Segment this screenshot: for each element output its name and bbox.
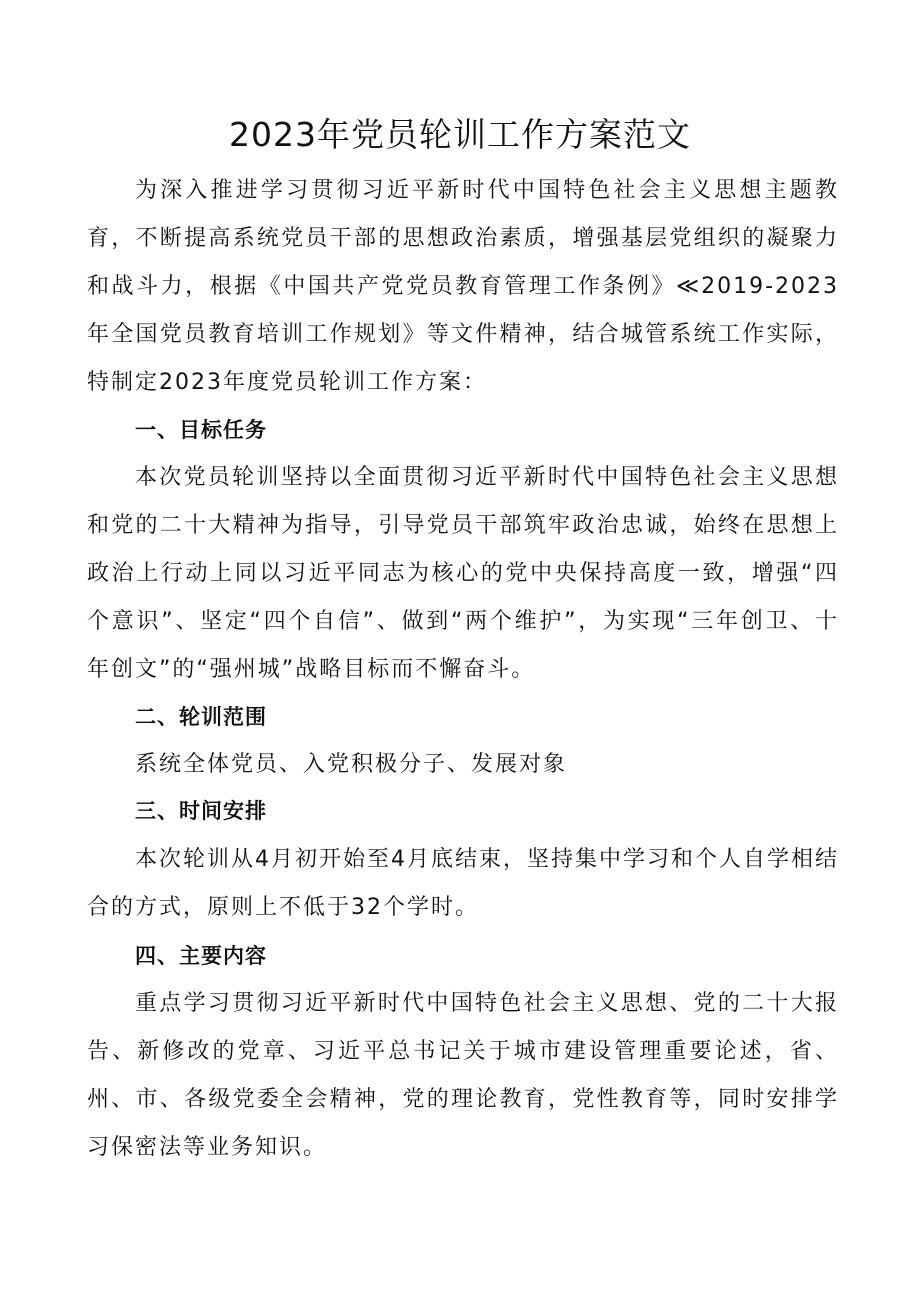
section-text-goals: 本次党员轮训坚持以全面贯彻习近平新时代中国特色社会主义思想和党的二十大精神为指导，引导党员干部筑牢政治忠诚，始终在思想上政治上行动上同以习近平同志为核心的党中央保持高度一致，增强“四个意识”、坚定“四个自信”、做到“两个维护”，为实现“三年创卫、十年创文”的“强州城”战略目标而不懈奋斗。 [87, 465, 839, 682]
section-heading-content: 四、主要内容 [135, 944, 267, 968]
document-title: 2023年党员轮训工作方案范文 [229, 115, 691, 154]
section-text-schedule: 本次轮训从4月初开始至4月底结束，坚持集中学习和个人自学相结合的方式，原则上不低于32个学时。 [87, 847, 839, 920]
section-heading-goals: 一、目标任务 [135, 418, 267, 442]
section-text-content: 重点学习贯彻习近平新时代中国特色社会主义思想、党的二十大报告、新修改的党章、习近平总书记关于城市建设管理重要论述，省、州、市、各级党委全会精神，党的理论教育，党性教育等，同时安排学习保密法等业务知识。 [87, 991, 839, 1160]
section-heading-schedule: 三、时间安排 [135, 799, 267, 823]
intro-paragraph: 为深入推进学习贯彻习近平新时代中国特色社会主义思想主题教育，不断提高系统党员干部的思想政治素质，增强基层党组织的凝聚力和战斗力，根据《中国共产党党员教育管理工作条例》≪2019-2023年全国党员教育培训工作规划》等文件精神，结合城管系统工作实际，特制定2023年度党员轮训工作方案： [87, 178, 839, 395]
section-heading-scope: 二、轮训范围 [135, 705, 267, 729]
section-text-scope: 系统全体党员、入党积极分子、发展对象 [135, 752, 568, 777]
